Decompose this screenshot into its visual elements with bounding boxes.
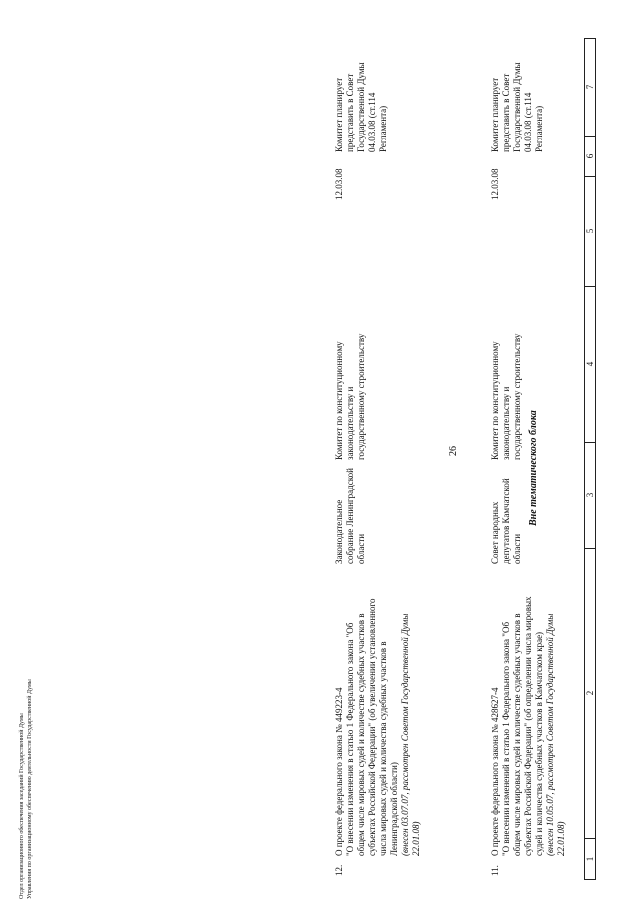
footer-line-2: Управления по организационному обеспечению деятельности Государственной Думы [27,679,33,899]
column-number-6: 6 [585,136,595,177]
initiator: Законодательное собрание Ленинградской области [334,468,366,564]
bill-description: "О внесении изменений в статью 1 Федерального закона "Об общем числе мировых судей и количестве судебных участков в субъектах Российской Федерации" (об определении числа мировых судей и количества судебных участков в Камчатском крае) [501,596,544,856]
footer [18,519,34,899]
footer-line-1: Отдел организационного обеспечения заседаний Государственной Думы [19,713,25,899]
column-number-7: 7 [585,38,595,137]
column-number-header [584,38,596,880]
row-number: 11. [490,865,500,876]
column-number-1: 1 [585,856,595,862]
bill-description: "О внесении изменения в статью 1 Федерального закона "Об общем числе мировых судей и количестве судебных участков в субъектах Российской Федерации" (об увеличении установленного числа мировых судей и количества судебных участков в Ленинградской области) [345,598,399,856]
section-title: Вне тематического блока [528,410,539,526]
bill-note: (внесен 10.05.07, рассмотрен Советом Государственной Думы 22.01.08) [545,613,566,856]
column-number-2: 2 [585,548,595,839]
initiator: Совет народных депутатов Камчатской области [490,478,522,564]
bill-note: (внесен 03.07.07, рассмотрен Советом Государственной Думы 22.01.08) [400,613,421,856]
column-number-4: 4 [585,286,595,443]
scheduled-date: 12.03.08 [334,168,344,200]
bill-title [334,596,422,856]
remark: Комитет планирует представить в Совет Государственной Думы 04.03.08 (ст.114 Регламента) [490,62,544,152]
responsible-committee: Комитет по конституционному законодательству и государственному строительству [490,333,522,460]
page-number: 26 [448,446,459,456]
responsible-committee: Комитет по конституционному законодательству и государственному строительству [334,333,366,460]
bill-title [490,596,567,856]
column-number-3: 3 [585,442,595,549]
remark: Комитет планирует представить в Совет Государственной Думы 04.03.08 (ст.114 Регламента) [334,62,388,152]
bill-number-line: О проекте федерального закона № 428627-4 [490,687,500,856]
row-number: 12. [334,864,344,876]
bill-number-line: О проекте федерального закона № 449223-4 [334,687,344,856]
scheduled-date: 12.03.08 [490,168,500,200]
column-number-5: 5 [585,176,595,287]
